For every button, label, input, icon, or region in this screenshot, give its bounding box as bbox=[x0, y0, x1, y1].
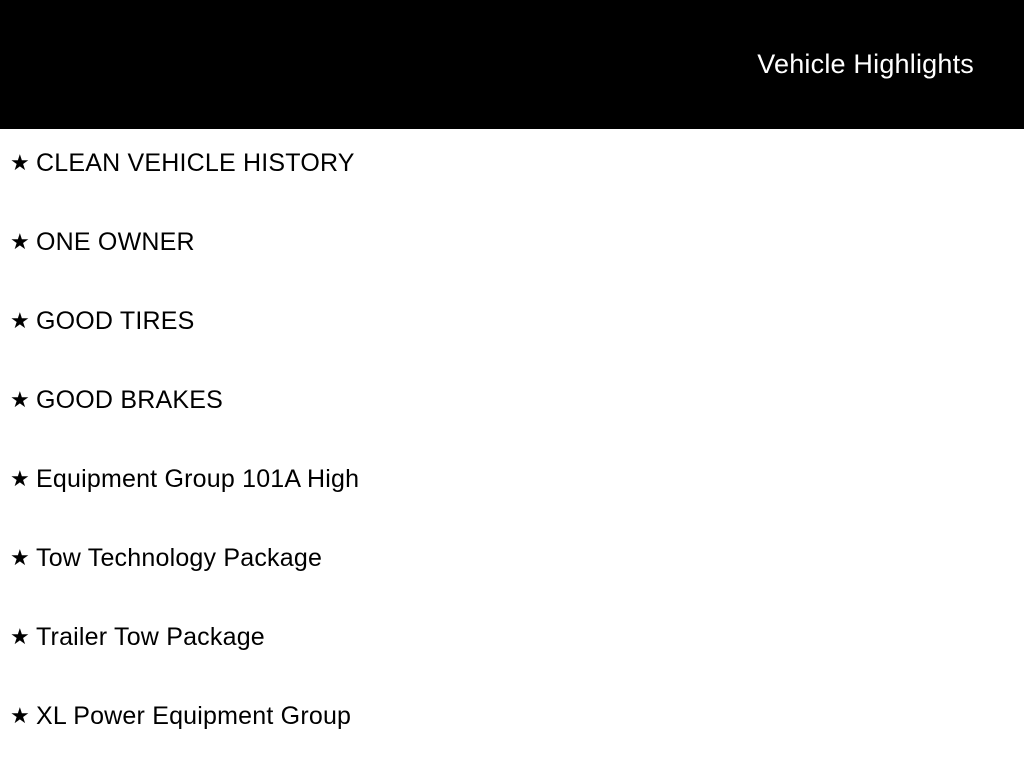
star-icon: ★ bbox=[10, 150, 30, 175]
list-item bbox=[0, 461, 1024, 540]
star-icon: ★ bbox=[10, 466, 30, 491]
list-item-label: XL Power Equipment Group bbox=[36, 702, 352, 730]
page-header bbox=[0, 0, 1024, 129]
list-item bbox=[0, 540, 1024, 619]
list-item-label: ONE OWNER bbox=[36, 228, 195, 256]
list-item-label: GOOD BRAKES bbox=[36, 386, 223, 414]
list-item bbox=[0, 382, 1024, 461]
list-item bbox=[0, 303, 1024, 382]
star-icon: ★ bbox=[10, 703, 30, 728]
list-item-label: Trailer Tow Package bbox=[36, 623, 265, 651]
star-icon: ★ bbox=[10, 387, 30, 412]
star-icon: ★ bbox=[10, 229, 30, 254]
star-icon: ★ bbox=[10, 624, 30, 649]
list-item-label: GOOD TIRES bbox=[36, 307, 195, 335]
list-item bbox=[0, 224, 1024, 303]
highlights-list bbox=[0, 145, 1024, 768]
list-item-label: Equipment Group 101A High bbox=[36, 465, 360, 493]
star-icon: ★ bbox=[10, 545, 30, 570]
list-item bbox=[0, 619, 1024, 698]
list-item bbox=[0, 698, 1024, 768]
list-item-label: Tow Technology Package bbox=[36, 544, 323, 572]
list-item bbox=[0, 145, 1024, 224]
star-icon: ★ bbox=[10, 308, 30, 333]
page-title: Vehicle Highlights bbox=[757, 49, 974, 79]
list-item-label: CLEAN VEHICLE HISTORY bbox=[36, 149, 355, 177]
